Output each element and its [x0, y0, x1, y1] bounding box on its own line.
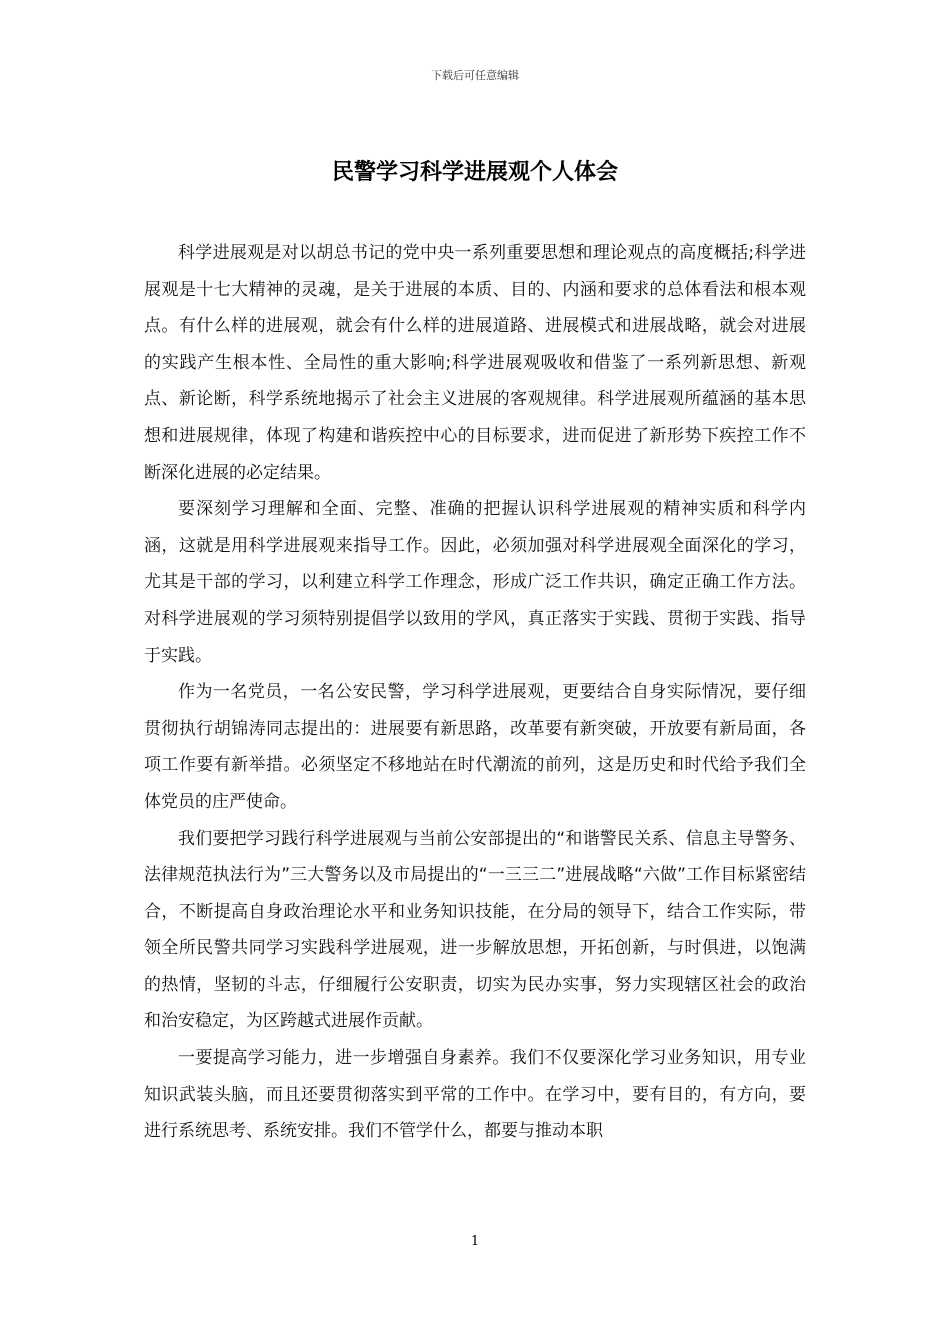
document-title: 民警学习科学进展观个人体会 — [331, 160, 618, 185]
paragraph: 要深刻学习理解和全面、完整、准确的把握认识科学进展观的精神实质和科学内涵，这就是用科学进展观来指导工作。因此，必须加强对科学进展观全面深化的学习，尤其是干部的学习，以利建立科学工作理念，形成广泛工作共识，确定正确工作方法。对科学进展观的学习须特别提倡学以致用的学风，真正落实于实践、贯彻于实践、指导于实践。 — [144, 499, 806, 666]
paragraph: 科学进展观是对以胡总书记的党中央一系列重要思想和理论观点的高度概括;科学进展观是十七大精神的灵魂，是关于进展的本质、目的、内涵和要求的总体看法和根本观点。有什么样的进展观，就会有什么样的进展道路、进展模式和进展战略，就会对进展的实践产生根本性、全局性的重大影响;科学进展观吸收和借鉴了一系列新思想、新观点、新论断，科学系统地揭示了社会主义进展的客观规律。科学进展观所蕴涵的基本思想和进展规律，体现了构建和谐疾控中心的目标要求，进而促进了新形势下疾控工作不断深化进展的必定结果。 — [144, 243, 806, 483]
header-note: 下载后可任意编辑 — [431, 69, 519, 82]
paragraph: 一要提高学习能力，进一步增强自身素养。我们不仅要深化学习业务知识，用专业知识武装头脑，而且还要贯彻落实到平常的工作中。在学习中，要有目的，有方向，要进行系统思考、系统安排。我们不管学什么，都要与推动本职 — [144, 1048, 806, 1142]
document-body — [144, 235, 806, 1150]
page-number: 1 — [470, 1234, 480, 1249]
paragraph: 作为一名党员，一名公安民警，学习科学进展观，更要结合自身实际情况，要仔细贯彻执行胡锦涛同志提出的：进展要有新思路，改革要有新突破，开放要有新局面，各项工作要有新举措。必须坚定不移地站在时代潮流的前列，这是历史和时代给予我们全体党员的庄严使命。 — [144, 682, 806, 812]
paragraph: 我们要把学习践行科学进展观与当前公安部提出的“和谐警民关系、信息主导警务、法律规范执法行为”三大警务以及市局提出的“一三三二”进展战略“六做”工作目标紧密结合，不断提高自身政治理论水平和业务知识技能，在分局的领导下，结合工作实际，带领全所民警共同学习实践科学进展观，进一步解放思想，开拓创新，与时俱进，以饱满的热情，坚韧的斗志，仔细履行公安职责，切实为民办实事，努力实现辖区社会的政治和治安稳定，为区跨越式进展作贡献。 — [144, 828, 806, 1032]
